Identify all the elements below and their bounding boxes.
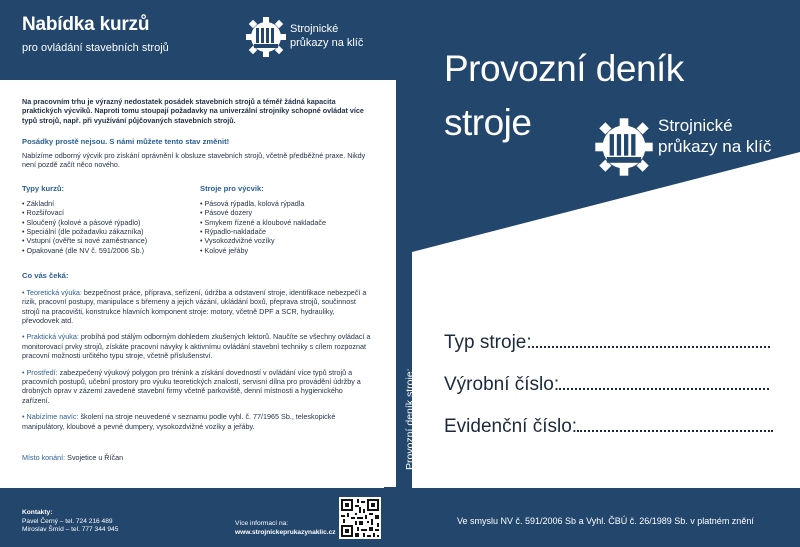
list-item: • Pásové dozery	[200, 208, 253, 218]
contacts	[22, 509, 118, 535]
right-footer	[412, 488, 800, 547]
machine-fields	[444, 332, 773, 458]
brand-logo-small	[244, 14, 374, 64]
offer-paragraph: Nabízíme odborný výcvik pro získání oprávnění k obsluze stavebních strojů, včetně předběžné praxe. Nikdy není pozdě začít něco nového.	[22, 150, 366, 170]
intro-paragraph: Na pracovním trhu je výrazný nedostatek posádek stavebních strojů a téměř žádná kapacita praktických výcviků. Naproti tomu stoupají požadavky na univerzální strojníky schopné ovládat více typů strojů, např. při využívání půjčovaných stavebních strojů.	[22, 97, 364, 125]
list-item: • Základní	[22, 198, 55, 208]
logo-line2: průkazy na klíč	[658, 137, 772, 156]
offer-title: Nabídka kurzů	[22, 14, 150, 35]
list-item: • Rozšiřovací	[22, 208, 65, 218]
serial-number-field[interactable]: Výrobní číslo:	[444, 374, 773, 416]
machines-heading: Stroje pro výcvik:	[200, 184, 264, 194]
list-item: • Speciální (dle požadavku zákazníka)	[22, 227, 144, 237]
contact-line: Pavel Černý – tel. 724 216 489	[22, 517, 113, 525]
list-item: • Vysokozdvižné vozíky	[200, 236, 275, 246]
offer-body	[22, 97, 372, 462]
extras-paragraph: • Nabízíme navíc: školení na stroje neuvedené v seznamu podle vyhl. č. 77/1965 Sb., teleskopické manipulátory, kloubové a pevné dumpery, vysokozdvižné vozíky a jeřáby.	[22, 412, 336, 431]
logo-line2: průkazy na klíč	[290, 37, 364, 49]
left-header	[0, 0, 384, 80]
spine-title: Provozní deník stroje:	[404, 368, 416, 470]
logo-line1: Strojnické	[658, 116, 733, 135]
course-types	[22, 184, 200, 255]
machine-type-field[interactable]: Typ stroje:	[444, 332, 773, 374]
cover-title: Provozní deník stroje	[444, 48, 684, 143]
course-types-heading: Typy kurzů:	[22, 184, 65, 194]
logo-line1: Strojnické	[290, 23, 339, 35]
course-columns	[22, 184, 372, 255]
gear-excavator-logo-icon	[592, 114, 656, 180]
cover-page	[412, 0, 800, 547]
contacts-heading: Kontakty:	[22, 509, 53, 516]
environment-paragraph: • Prostředí: zabezpečený výukový polygon pro trénink a získání dovedností v ovládání více typů strojů a pracovních postupů, učební prostory pro výuku teoretických znalostí, servisní dílna pro provádění údržby a drobných oprav v zázemí zavedené stavební firmy včetně parkoviště, denní místnosti a hygienického zařízení.	[22, 367, 361, 405]
brand-logo-large	[592, 110, 792, 180]
expect-heading: Co vás čeká:	[22, 271, 69, 281]
web-info	[235, 520, 336, 537]
list-item: • Opakované (dle NV č. 591/2006 Sb.)	[22, 245, 144, 255]
slogan: Posádky prostě nejsou. S námi můžete tento stav změnit!	[22, 137, 230, 147]
list-item: • Vstupní (ověřte si nové zaměstnance)	[22, 236, 148, 246]
left-page	[0, 0, 384, 547]
web-url[interactable]: www.strojnickeprukazynaklic.cz	[235, 528, 336, 536]
web-heading: Více informací na:	[235, 520, 289, 527]
offer-subtitle: pro ovládání stavebních strojů	[22, 42, 169, 54]
qr-code-icon[interactable]	[339, 497, 381, 539]
contact-line: Miroslav Šmíd – tel. 777 344 945	[22, 526, 119, 534]
spine	[384, 0, 416, 547]
theory-paragraph: • Teoretická výuka: bezpečnost práce, příprava, seřízení, údržba a odstavení stroje, identifikace nebezpečí a rizik, pracovní postupy, manipulace s břemeny a jejich vázání, ukládání boxů, přeprava strojů, součinnost strojů na pracovišti, konstrukce hlavních komponent stroje: motory, včetně DPF a SCR, hydrauliky, převodovek atd.	[22, 287, 367, 325]
gear-excavator-logo-icon	[244, 14, 288, 60]
legal-note: Ve smyslu NV č. 591/2006 Sb a Vyhl. ČBÚ č. 26/1989 Sb. v platném znění	[457, 516, 754, 526]
left-footer	[0, 488, 384, 547]
list-item: • Smykem řízené a kloubové nakladače	[200, 217, 326, 227]
training-machines	[200, 184, 370, 255]
registration-number-field[interactable]: Evidenční číslo:	[444, 416, 773, 458]
practice-paragraph: • Praktická výuka: probíhá pod stálým odborným dohledem zkušených lektorů. Naučíte se všechny ovládací a monitorovací prvky strojů, získáte pracovní návyky k aktivnímu ovládání stavební techniky s cílem rozpoznat pracovní možnosti určitého typu stroje, včetně příslušenství.	[22, 332, 371, 361]
list-item: • Pásová rýpadla, kolová rýpadla	[200, 198, 305, 208]
list-item: • Kolové jeřáby	[200, 245, 249, 255]
venue: Místo konání: Svojetice u Říčan	[22, 452, 124, 462]
list-item: • Rýpadlo-nakladače	[200, 227, 267, 237]
list-item: • Sloučený (kolové a pásové rýpadlo)	[22, 217, 141, 227]
